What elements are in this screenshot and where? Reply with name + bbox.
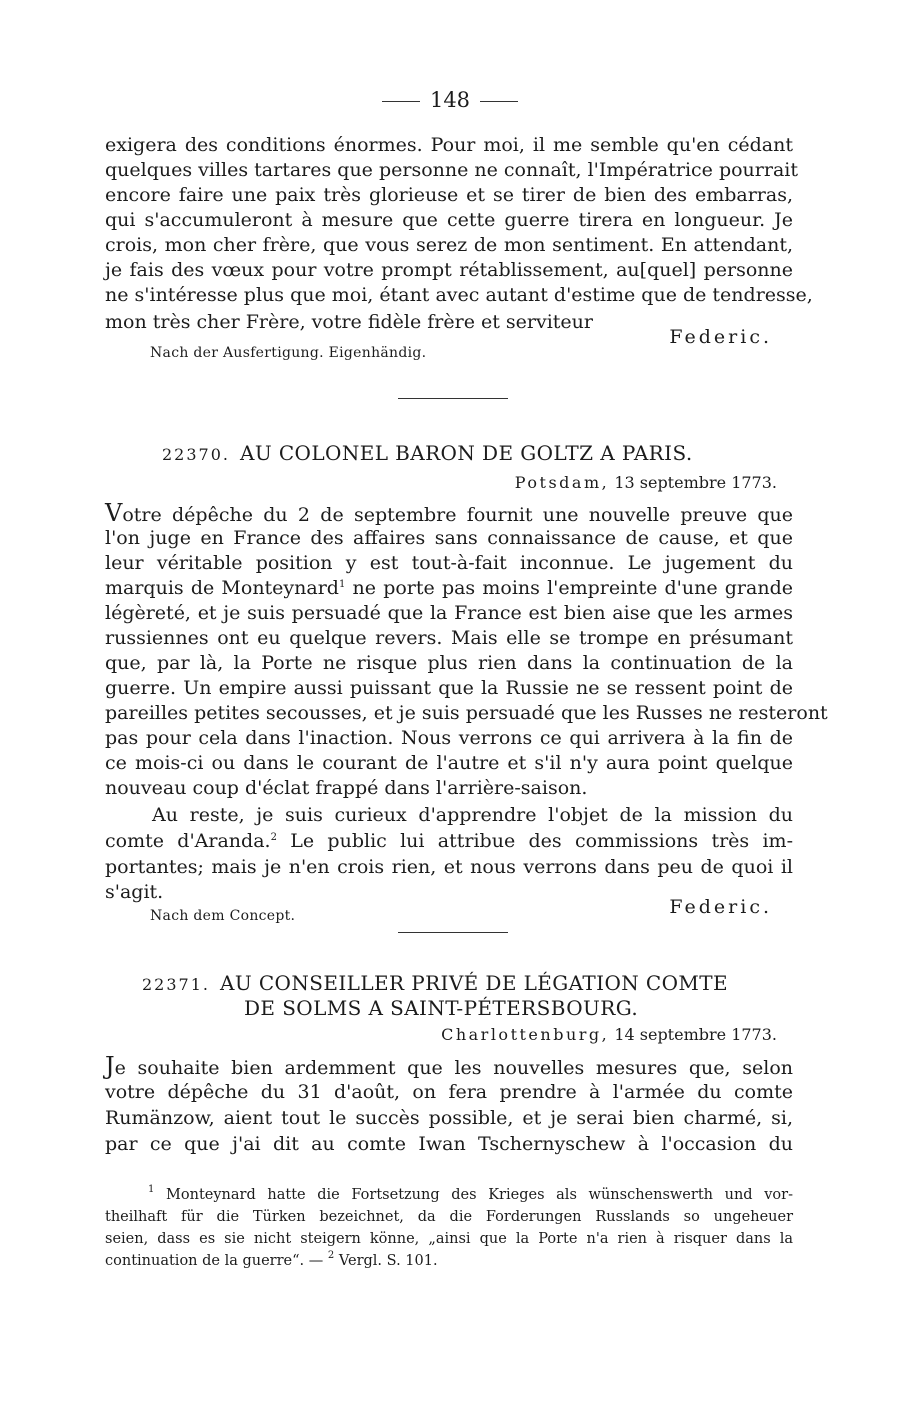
section-divider — [398, 398, 508, 399]
text-line: Au reste, je suis curieux d'apprendre l'objet de la mission du — [152, 804, 793, 826]
footnote-line: continuation de la guerre“. — $^2$ Vergl. S. 101. — [105, 1250, 438, 1269]
text-line: Rumänzow, aient tout le succès possible, et je serai bien charmé, si, — [105, 1107, 793, 1129]
text-line: nouveau coup d'éclat frappé dans l'arrière-saison. — [105, 777, 588, 799]
text-line: comte d'Aranda.$^2$ Le public lui attribue des commissions très im- — [105, 830, 793, 852]
text-line: Votre dépêche du 2 de septembre fournit une nouvelle preuve que — [105, 499, 793, 527]
letter-number: 22370. — [162, 445, 230, 464]
signature: Federic. — [669, 896, 772, 918]
footnote-mark: 2 — [270, 832, 277, 843]
text-line: pareilles petites secousses, et je suis persuadé que les Russes ne resteront — [105, 702, 828, 724]
text-line: guerre. Un empire aussi puissant que la Russie ne se ressent point de — [105, 677, 793, 699]
text-line: qui s'accumuleront à mesure que cette guerre tirera en longueur. Je — [105, 209, 793, 231]
text-line: votre dépêche du 31 d'août, on fera prendre à l'armée du comte — [105, 1081, 793, 1103]
text-line: pas pour cela dans l'inaction. Nous verrons ce qui arrivera à la fin de — [105, 727, 793, 749]
text-line: ce mois-ci ou dans le courant de l'autre et s'il n'y aura point quelque — [105, 752, 793, 774]
page-number: 148 — [429, 88, 471, 112]
text-line: quelques villes tartares que personne ne connaît, l'Impératrice pourrait — [105, 159, 798, 181]
text-line: portantes; mais je n'en crois rien, et nous verrons dans peu de quoi il — [105, 856, 793, 878]
text-line: je fais des vœux pour votre prompt rétablissement, au[quel] personne — [105, 259, 793, 281]
initial-letter: V — [105, 499, 123, 527]
footnote-line: $^1$ Monteynard hatte die Fortsetzung des Krieges als wünschenswerth und vor- — [148, 1184, 793, 1203]
text-line: légèreté, et je suis persuadé que la France est bien aise que les armes — [105, 602, 793, 624]
signature: Federic. — [669, 326, 772, 348]
source-note: Nach der Ausfertigung. Eigenhändig. — [150, 345, 427, 361]
text-line: exigera des conditions énormes. Pour moi, il me semble qu'en cédant — [105, 134, 793, 156]
source-note: Nach dem Concept. — [150, 908, 296, 924]
letter-heading — [142, 970, 728, 998]
text-line: s'agit. — [105, 881, 164, 903]
footnote-line: seien, dass es sie nicht steigern könne, „ainsi que la Porte n'a rien à risquer dans la — [105, 1231, 793, 1247]
footnote-mark: 1 — [148, 1184, 155, 1195]
text-line: que, par là, la Porte ne risque plus rien dans la continuation de la — [105, 652, 793, 674]
text-line: mon très cher Frère, votre fidèle frère et serviteur — [105, 311, 593, 333]
footnote-mark: 2 — [327, 1250, 335, 1261]
letter-number: 22371. — [142, 975, 210, 994]
header-dash-left — [382, 101, 420, 102]
text-line: marquis de Monteynard$^1$ ne porte pas moins l'empreinte d'une grande — [105, 577, 793, 599]
section-divider — [398, 932, 508, 933]
dateline-place: Charlottenburg, — [441, 1025, 610, 1044]
text-line: leur véritable position y est tout-à-fait inconnue. Le jugement du — [105, 552, 793, 574]
text-line: encore faire une paix très glorieuse et se tirer de bien des embarras, — [105, 184, 793, 206]
letter-heading — [162, 440, 693, 468]
text-line: par ce que j'ai dit au comte Iwan Tschernyschew à l'occasion du — [105, 1133, 793, 1155]
footnote-mark: 1 — [338, 579, 346, 590]
letter-addressee: AU CONSEILLER PRIVÉ DE LÉGATION COMTE — [219, 971, 729, 995]
dateline — [515, 472, 777, 494]
text-line: l'on juge en France des affaires sans connaissance de cause, et que — [105, 527, 793, 549]
footnote-line: theilhaft für die Türken bezeichnet, da die Forderungen Russlands so ungeheuer — [105, 1209, 793, 1225]
dateline-date: 13 septembre 1773. — [614, 473, 777, 492]
letter-addressee: AU COLONEL BARON DE GOLTZ A PARIS. — [239, 441, 693, 465]
header-dash-right — [480, 101, 518, 102]
dateline-date: 14 septembre 1773. — [614, 1025, 777, 1044]
page-header — [0, 86, 900, 114]
text-line: Je souhaite bien ardemment que les nouvelles mesures que, selon — [105, 1052, 793, 1080]
text-line: ne s'intéresse plus que moi, étant avec autant d'estime que de tendresse, — [105, 284, 813, 306]
text-line: crois, mon cher frère, que vous serez de mon sentiment. En attendant, — [105, 234, 793, 256]
letter-heading-continued: DE SOLMS A SAINT-PÉTERSBOURG. — [244, 996, 639, 1020]
dateline — [441, 1024, 777, 1046]
initial-letter: J — [105, 1052, 115, 1080]
text-line: russiennes ont eu quelque revers. Mais elle se trompe en présumant — [105, 627, 793, 649]
dateline-place: Potsdam, — [514, 473, 610, 492]
